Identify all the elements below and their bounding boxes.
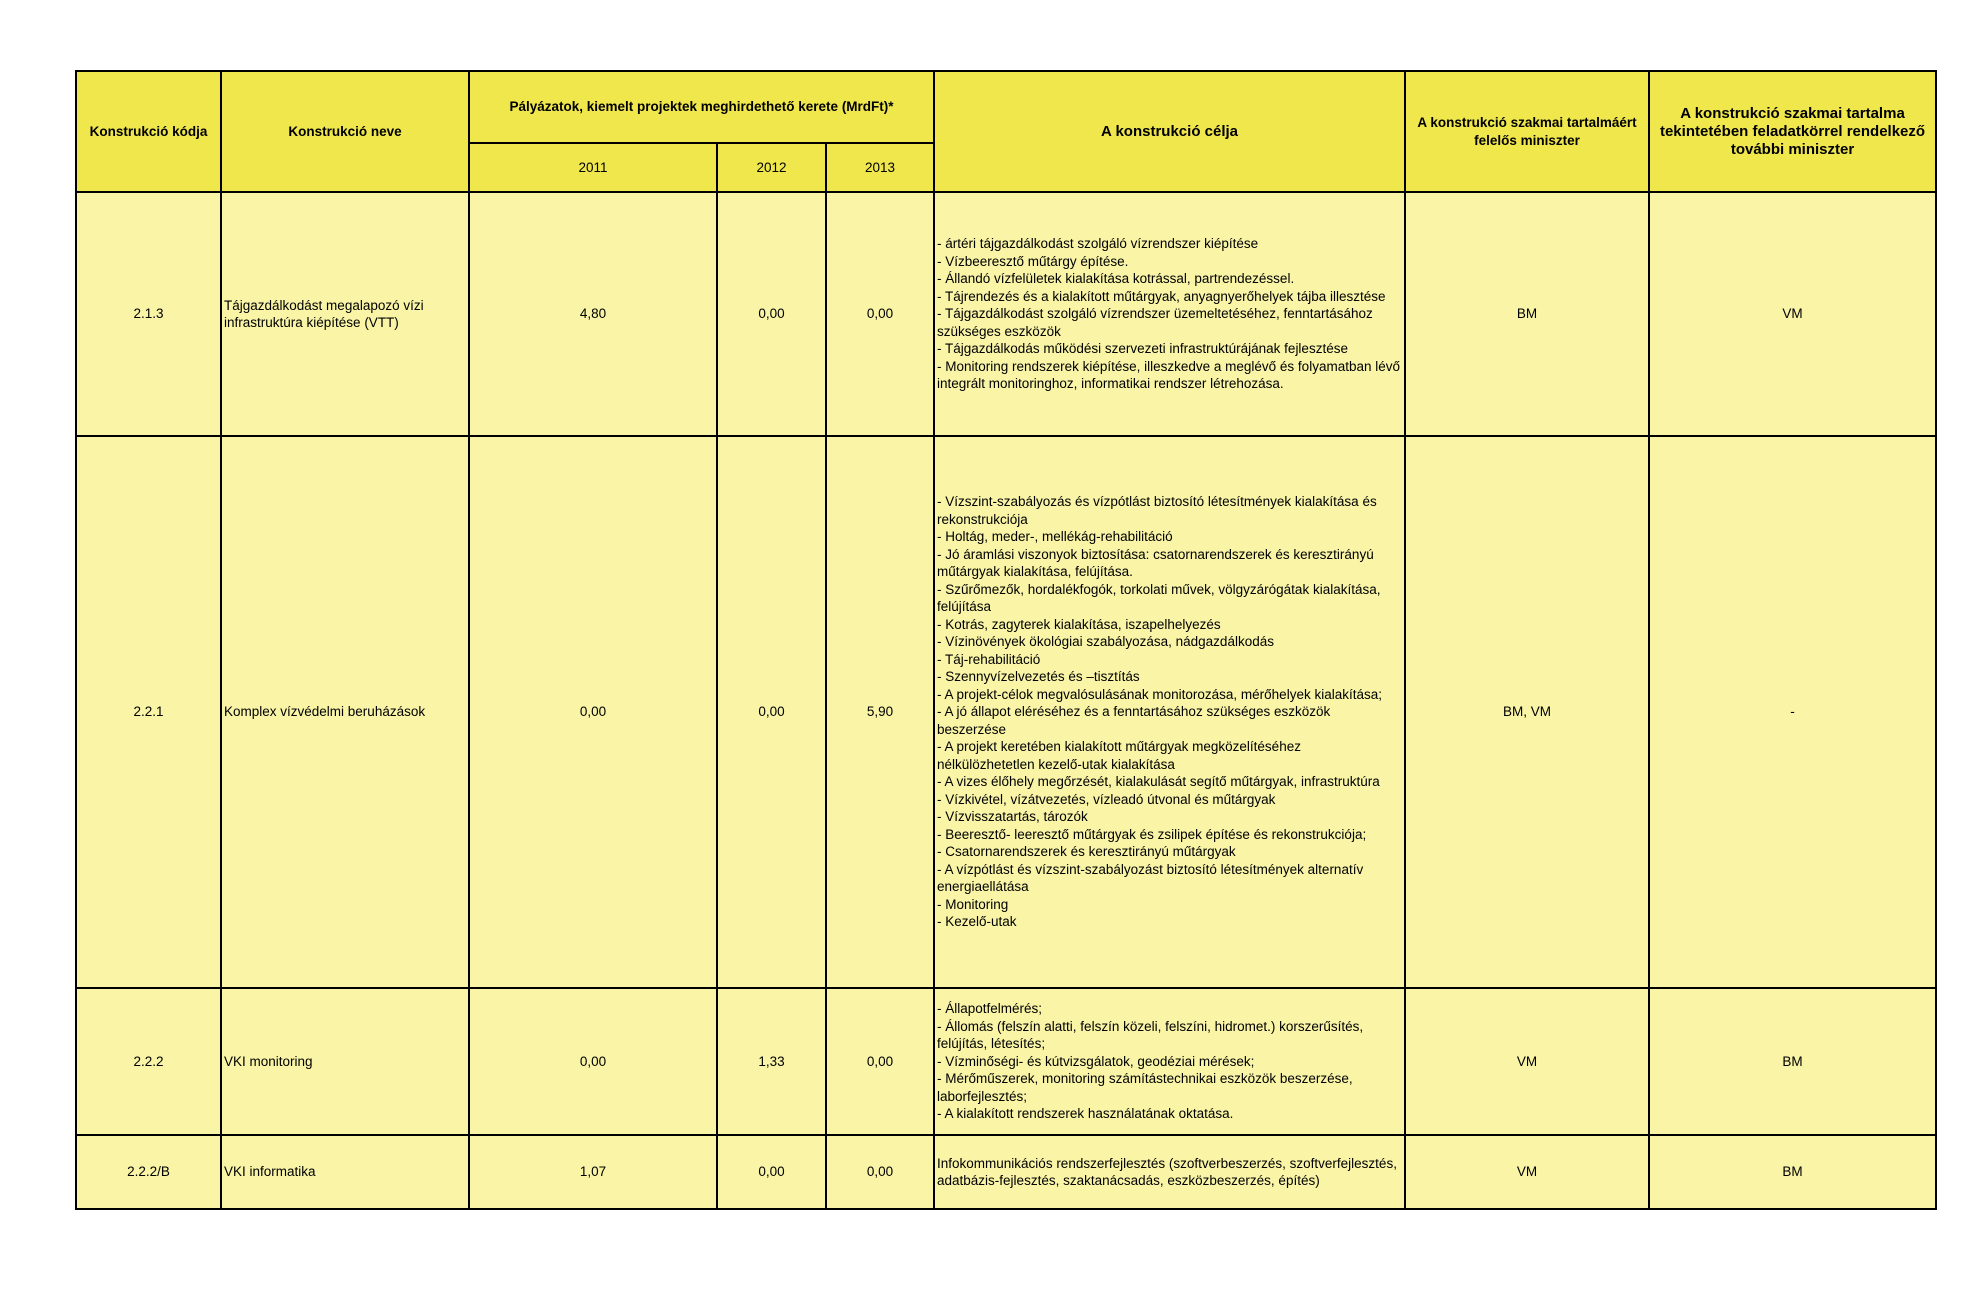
table-row [76, 192, 1936, 436]
goal-line: - Vízinövények ökológiai szabályozása, nádgazdálkodás [937, 634, 1274, 650]
goal-line: - Vízminőségi- és kútvizsgálatok, geodéziai mérések; [937, 1053, 1255, 1069]
row-code: 2.2.2 [76, 988, 221, 1135]
header-budget: Pályázatok, kiemelt projektek meghirdethető kerete (MrdFt)* [469, 71, 934, 143]
goal-line: - Szennyvízelvezetés és –tisztítás [937, 669, 1140, 685]
goal-line: - Állapotfelmérés; [937, 1001, 1043, 1017]
row-2012: 0,00 [717, 1135, 826, 1209]
table-row [76, 436, 1936, 988]
row-2013: 0,00 [826, 192, 934, 436]
goal-line: - Monitoring rendszerek kiépítése, illeszkedve a meglévő és folyamatban lévő integrált monitoringhoz, informatikai rendszer létrehozása. [937, 358, 1400, 392]
table-row [76, 1135, 1936, 1209]
goal-line: - Monitoring [937, 896, 1009, 912]
row-minister: BM, VM [1405, 436, 1649, 988]
goal-line: - Tájrendezés és a kialakított műtárgyak, anyagnyerőhelyek tájba illesztése [937, 288, 1386, 304]
header-code: Konstrukció kódja [76, 71, 221, 192]
goal-line: - Állandó vízfelületek kialakítása kotrással, partrendezéssel. [937, 271, 1295, 287]
goal-line: - Táj-rehabilitáció [937, 651, 1041, 667]
row-2011: 4,80 [469, 192, 717, 436]
goal-line: - Állomás (felszín alatti, felszín közeli, felszíni, hidromet.) korszerűsítés, felújítás, létesítés; [937, 1018, 1364, 1052]
goal-line: - Mérőműszerek, monitoring számítástechnikai eszközök beszerzése, laborfejlesztés; [937, 1071, 1353, 1104]
goal-line: - Vízkivétel, vízátvezetés, vízleadó útvonal és műtárgyak [937, 791, 1276, 807]
goal-line: - Vízbeeresztő műtárgy építése. [937, 253, 1129, 269]
header-year-2011: 2011 [469, 143, 717, 192]
row-2012: 1,33 [717, 988, 826, 1135]
goal-line: - A vízpótlást és vízszint-szabályozást biztosító létesítmények alternatív energiaellátása [937, 861, 1364, 895]
header-year-2013: 2013 [826, 143, 934, 192]
goal-line: - A projekt-célok megvalósulásának monitorozása, mérőhelyek kialakítása; [937, 686, 1382, 702]
row-2012: 0,00 [717, 192, 826, 436]
goal-line: - Beeresztő- leeresztő műtárgyak és zsilipek építése és rekonstrukciója; [937, 826, 1367, 842]
goal-line: - Csatornarendszerek és keresztirányú műtárgyak [937, 844, 1236, 860]
goal-line: - A kialakított rendszerek használatának oktatása. [937, 1106, 1234, 1122]
row-name: Komplex vízvédelmi beruházások [221, 436, 469, 988]
row-minister: BM [1405, 192, 1649, 436]
row-2012: 0,00 [717, 436, 826, 988]
goal-line: - A vizes élőhely megőrzését, kialakulását segítő műtárgyak, infrastruktúra [937, 774, 1380, 790]
row-2011: 0,00 [469, 436, 717, 988]
row-name: VKI informatika [221, 1135, 469, 1209]
row-goal [934, 988, 1405, 1135]
goal-line: - Jó áramlási viszonyok biztosítása: csatornarendszerek és keresztirányú műtárgyak kialakítása, felújítása. [937, 546, 1374, 580]
header-goal: A konstrukció célja [934, 71, 1405, 192]
goal-line: - A projekt keretében kialakított műtárgyak megközelítéséhez nélkülözhetetlen kezelő-utak kialakítása [937, 739, 1301, 772]
goal-line: - A jó állapot eléréséhez és a fenntartásához szükséges eszközök beszerzése [937, 704, 1331, 737]
goal-line: - Vízvisszatartás, tározók [937, 809, 1088, 825]
header-year-2012: 2012 [717, 143, 826, 192]
header-other-minister: A konstrukció szakmai tartalma tekintetében feladatkörrel rendelkező további miniszter [1649, 71, 1936, 192]
goal-line: - Szűrőmezők, hordalékfogók, torkolati művek, völgyzárógátak kialakítása, felújítása [937, 581, 1381, 615]
row-goal [934, 436, 1405, 988]
goal-line: - ártéri tájgazdálkodást szolgáló vízrendszer kiépítése [937, 236, 1259, 252]
row-other-minister: BM [1649, 988, 1936, 1135]
row-name: Tájgazdálkodást megalapozó vízi infrastruktúra kiépítése (VTT) [221, 192, 469, 436]
goal-line: - Tájgazdálkodást szolgáló vízrendszer üzemeltetéséhez, fenntartásához szükséges eszközök [937, 306, 1373, 339]
row-minister: VM [1405, 988, 1649, 1135]
row-code: 2.1.3 [76, 192, 221, 436]
goal-line: Infokommunikációs rendszerfejlesztés (szoftverbeszerzés, szoftverfejlesztés, adatbázis-fejlesztés, szaktanácsadás, eszközbeszerzés, építés) [937, 1155, 1397, 1188]
header-minister: A konstrukció szakmai tartalmáért felelős miniszter [1405, 71, 1649, 192]
header-name: Konstrukció neve [221, 71, 469, 192]
row-2011: 0,00 [469, 988, 717, 1135]
row-2013: 0,00 [826, 1135, 934, 1209]
table-row [76, 988, 1936, 1135]
goal-line: - Vízszint-szabályozás és vízpótlást biztosító létesítmények kialakítása és rekonstrukciója [937, 494, 1377, 527]
goal-line: - Kotrás, zagyterek kialakítása, iszapelhelyezés [937, 616, 1221, 632]
goal-line: - Holtág, meder-, mellékág-rehabilitáció [937, 529, 1173, 545]
row-other-minister: - [1649, 436, 1936, 988]
construction-table [75, 70, 1937, 1210]
row-goal [934, 192, 1405, 436]
row-other-minister: VM [1649, 192, 1936, 436]
row-2013: 0,00 [826, 988, 934, 1135]
row-other-minister: BM [1649, 1135, 1936, 1209]
row-2011: 1,07 [469, 1135, 717, 1209]
row-goal [934, 1135, 1405, 1209]
row-code: 2.2.2/B [76, 1135, 221, 1209]
goal-line: - Tájgazdálkodás működési szervezeti infrastruktúrájának fejlesztése [937, 341, 1348, 357]
row-2013: 5,90 [826, 436, 934, 988]
row-code: 2.2.1 [76, 436, 221, 988]
row-name: VKI monitoring [221, 988, 469, 1135]
goal-line: - Kezelő-utak [937, 914, 1017, 930]
row-minister: VM [1405, 1135, 1649, 1209]
